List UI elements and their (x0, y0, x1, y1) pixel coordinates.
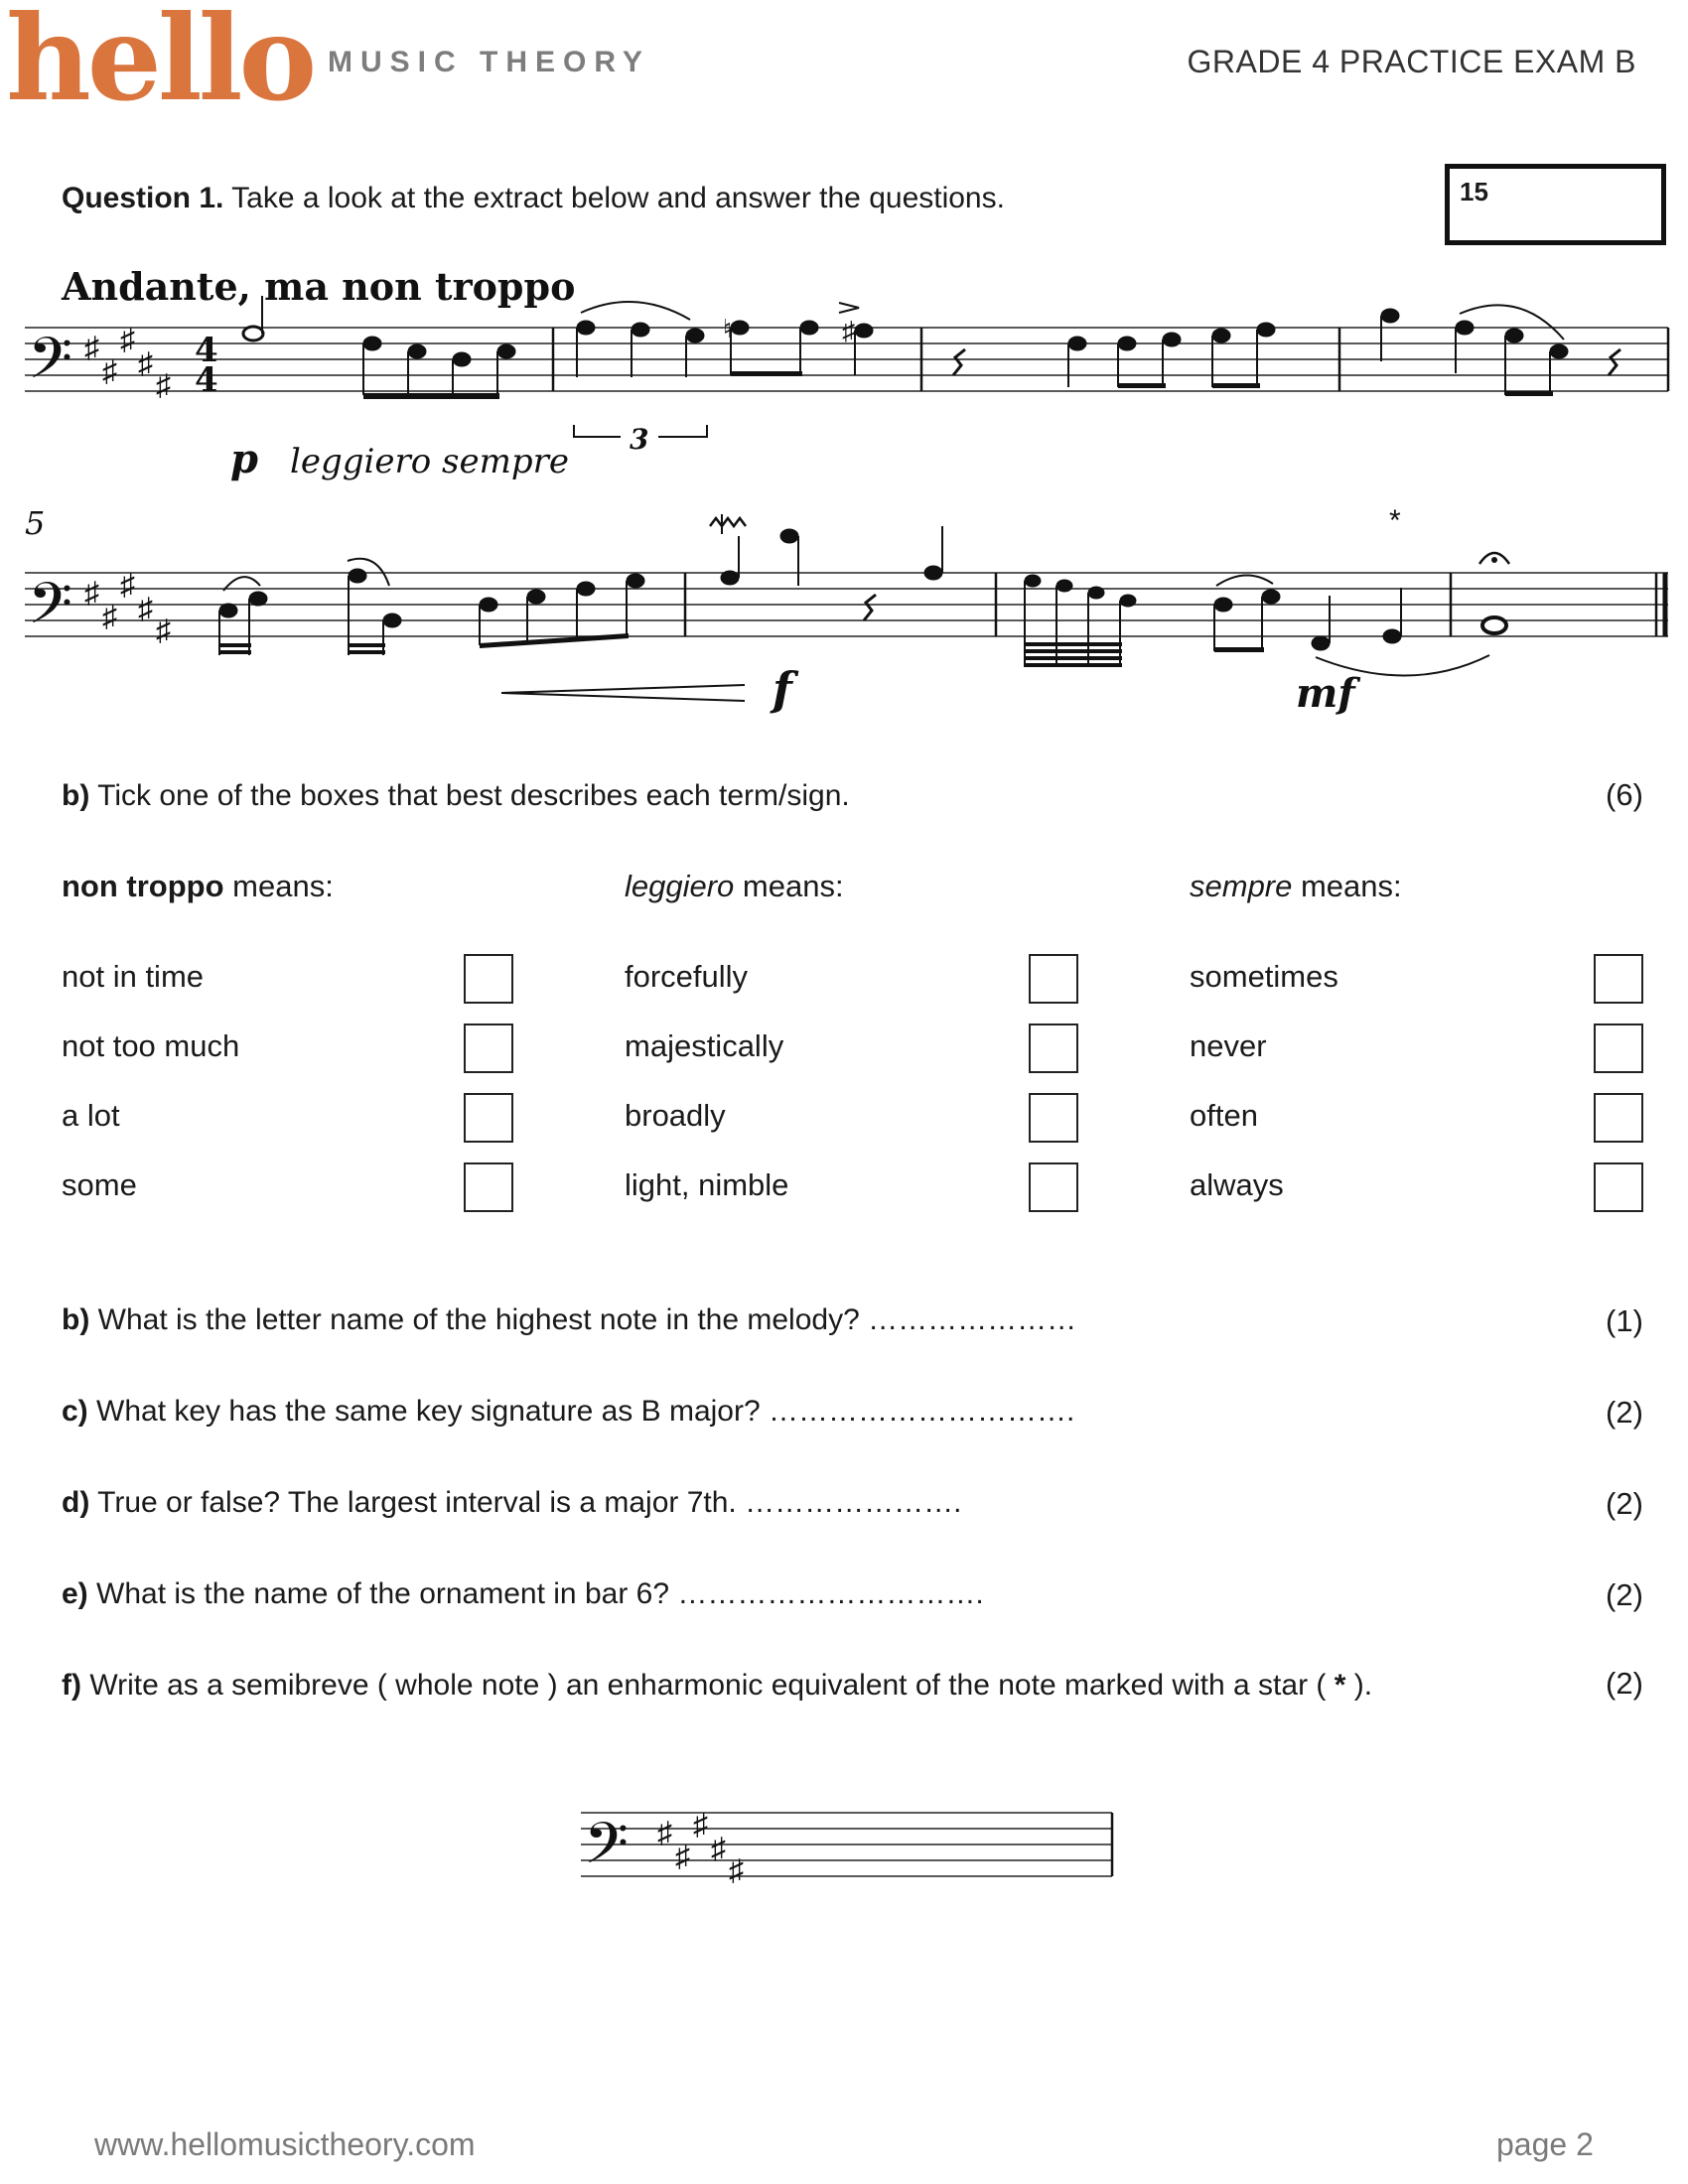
question-b-text: What is the letter name of the highest note in the melody? ………………… (89, 1303, 1077, 1336)
svg-text:♯: ♯ (657, 1817, 672, 1849)
bar-number: 5 (25, 504, 46, 542)
svg-text:♯: ♯ (156, 369, 171, 402)
svg-text:♯: ♯ (693, 1809, 708, 1842)
option-label: forcefully (625, 959, 749, 994)
star-marker: * (1389, 504, 1401, 537)
score-value: 15 (1460, 177, 1488, 206)
sharp-sign: ♯ (842, 316, 855, 345)
svg-text:♯: ♯ (729, 1854, 744, 1887)
option-label: a lot (62, 1098, 120, 1133)
term-non-troppo: non troppo (62, 869, 224, 903)
svg-text:♯: ♯ (120, 569, 135, 602)
svg-text:♯: ♯ (102, 601, 117, 633)
svg-text:♯: ♯ (156, 614, 171, 647)
dynamic-forte: f (773, 662, 792, 716)
question-e-label: e) (62, 1577, 88, 1610)
exam-title: GRADE 4 PRACTICE EXAM B (1187, 44, 1636, 79)
question-text: Take a look at the extract below and answer the questions. (223, 182, 1005, 214)
part-b-marks: (6) (1606, 777, 1643, 812)
svg-text:♯: ♯ (84, 332, 99, 364)
logo-subtitle: MUSIC THEORY (328, 46, 650, 78)
time-signature-top: 4 (195, 331, 218, 370)
question-d-label: d) (62, 1486, 90, 1519)
question-f-marks: (2) (1606, 1666, 1643, 1701)
question-d-marks: (2) (1606, 1486, 1643, 1521)
question-c-text: What key has the same key signature as B major? …………………………. (87, 1395, 1075, 1428)
part-b-text: Tick one of the boxes that best describes each term/sign. (89, 779, 850, 812)
question-d-text: True or false? The largest interval is a major 7th. …………………. (89, 1486, 962, 1519)
question-b-marks: (1) (1606, 1303, 1643, 1338)
option-label: often (1190, 1098, 1258, 1133)
svg-text:♯: ♯ (711, 1833, 726, 1865)
option-label: some (62, 1167, 137, 1202)
logo-wordmark: hello (6, 0, 314, 127)
svg-text:♯: ♯ (675, 1841, 690, 1873)
question-b-label: b) (62, 1303, 90, 1336)
expression-marking: leggiero sempre (290, 442, 569, 481)
tuplet-number: 3 (630, 423, 649, 456)
svg-text:♯: ♯ (84, 577, 99, 610)
dynamic-piano: p (230, 436, 258, 482)
footer-url[interactable]: www.hellomusictheory.com (94, 2126, 476, 2162)
time-signature-bottom: 4 (195, 360, 218, 400)
answer-bass-clef: 𝄢 (584, 1812, 630, 1889)
option-label: not in time (62, 959, 205, 994)
answer-key-signature (657, 1809, 744, 1887)
question-f-text-a: Write as a semibreve ( whole note ) an enharmonic equivalent of the note marked with a star ( (80, 1669, 1335, 1702)
svg-text:♯: ♯ (138, 593, 153, 625)
bass-clef-system-1: 𝄢 (28, 327, 73, 404)
option-label: always (1190, 1167, 1284, 1202)
svg-text:♯: ♯ (120, 324, 135, 356)
question-f-star: * (1334, 1669, 1346, 1702)
option-label: not too much (62, 1028, 240, 1063)
page-number: page 2 (1496, 2126, 1594, 2162)
svg-text:♯: ♯ (138, 347, 153, 380)
option-label: light, nimble (625, 1167, 789, 1202)
answer-note-area[interactable] (755, 1817, 1092, 1872)
question-e-text: What is the name of the ornament in bar 6? …………………………. (87, 1577, 984, 1610)
svg-text:♯: ♯ (102, 355, 117, 388)
question-e-marks: (2) (1606, 1577, 1643, 1612)
question-c-label: c) (62, 1395, 88, 1428)
question-f-label: f) (62, 1669, 81, 1702)
term-leggiero: leggiero (625, 869, 735, 903)
question-label: Question 1. (62, 182, 224, 214)
term-sempre: sempre (1190, 869, 1293, 903)
question-f-text-b: ). (1345, 1669, 1373, 1702)
means-label: means: (734, 869, 844, 903)
option-label: never (1190, 1028, 1267, 1063)
natural-sign: ♮ (723, 314, 733, 343)
part-b-label: b) (62, 779, 90, 812)
question-c-marks: (2) (1606, 1395, 1643, 1430)
tempo-marking: Andante, ma non troppo (62, 264, 576, 309)
option-label: broadly (625, 1098, 726, 1133)
bass-clef-system-2: 𝄢 (28, 572, 73, 649)
means-label: means: (223, 869, 334, 903)
means-label: means: (1292, 869, 1402, 903)
option-label: sometimes (1190, 959, 1338, 994)
dynamic-mezzo-forte: mf (1296, 670, 1355, 717)
option-label: majestically (625, 1028, 784, 1063)
